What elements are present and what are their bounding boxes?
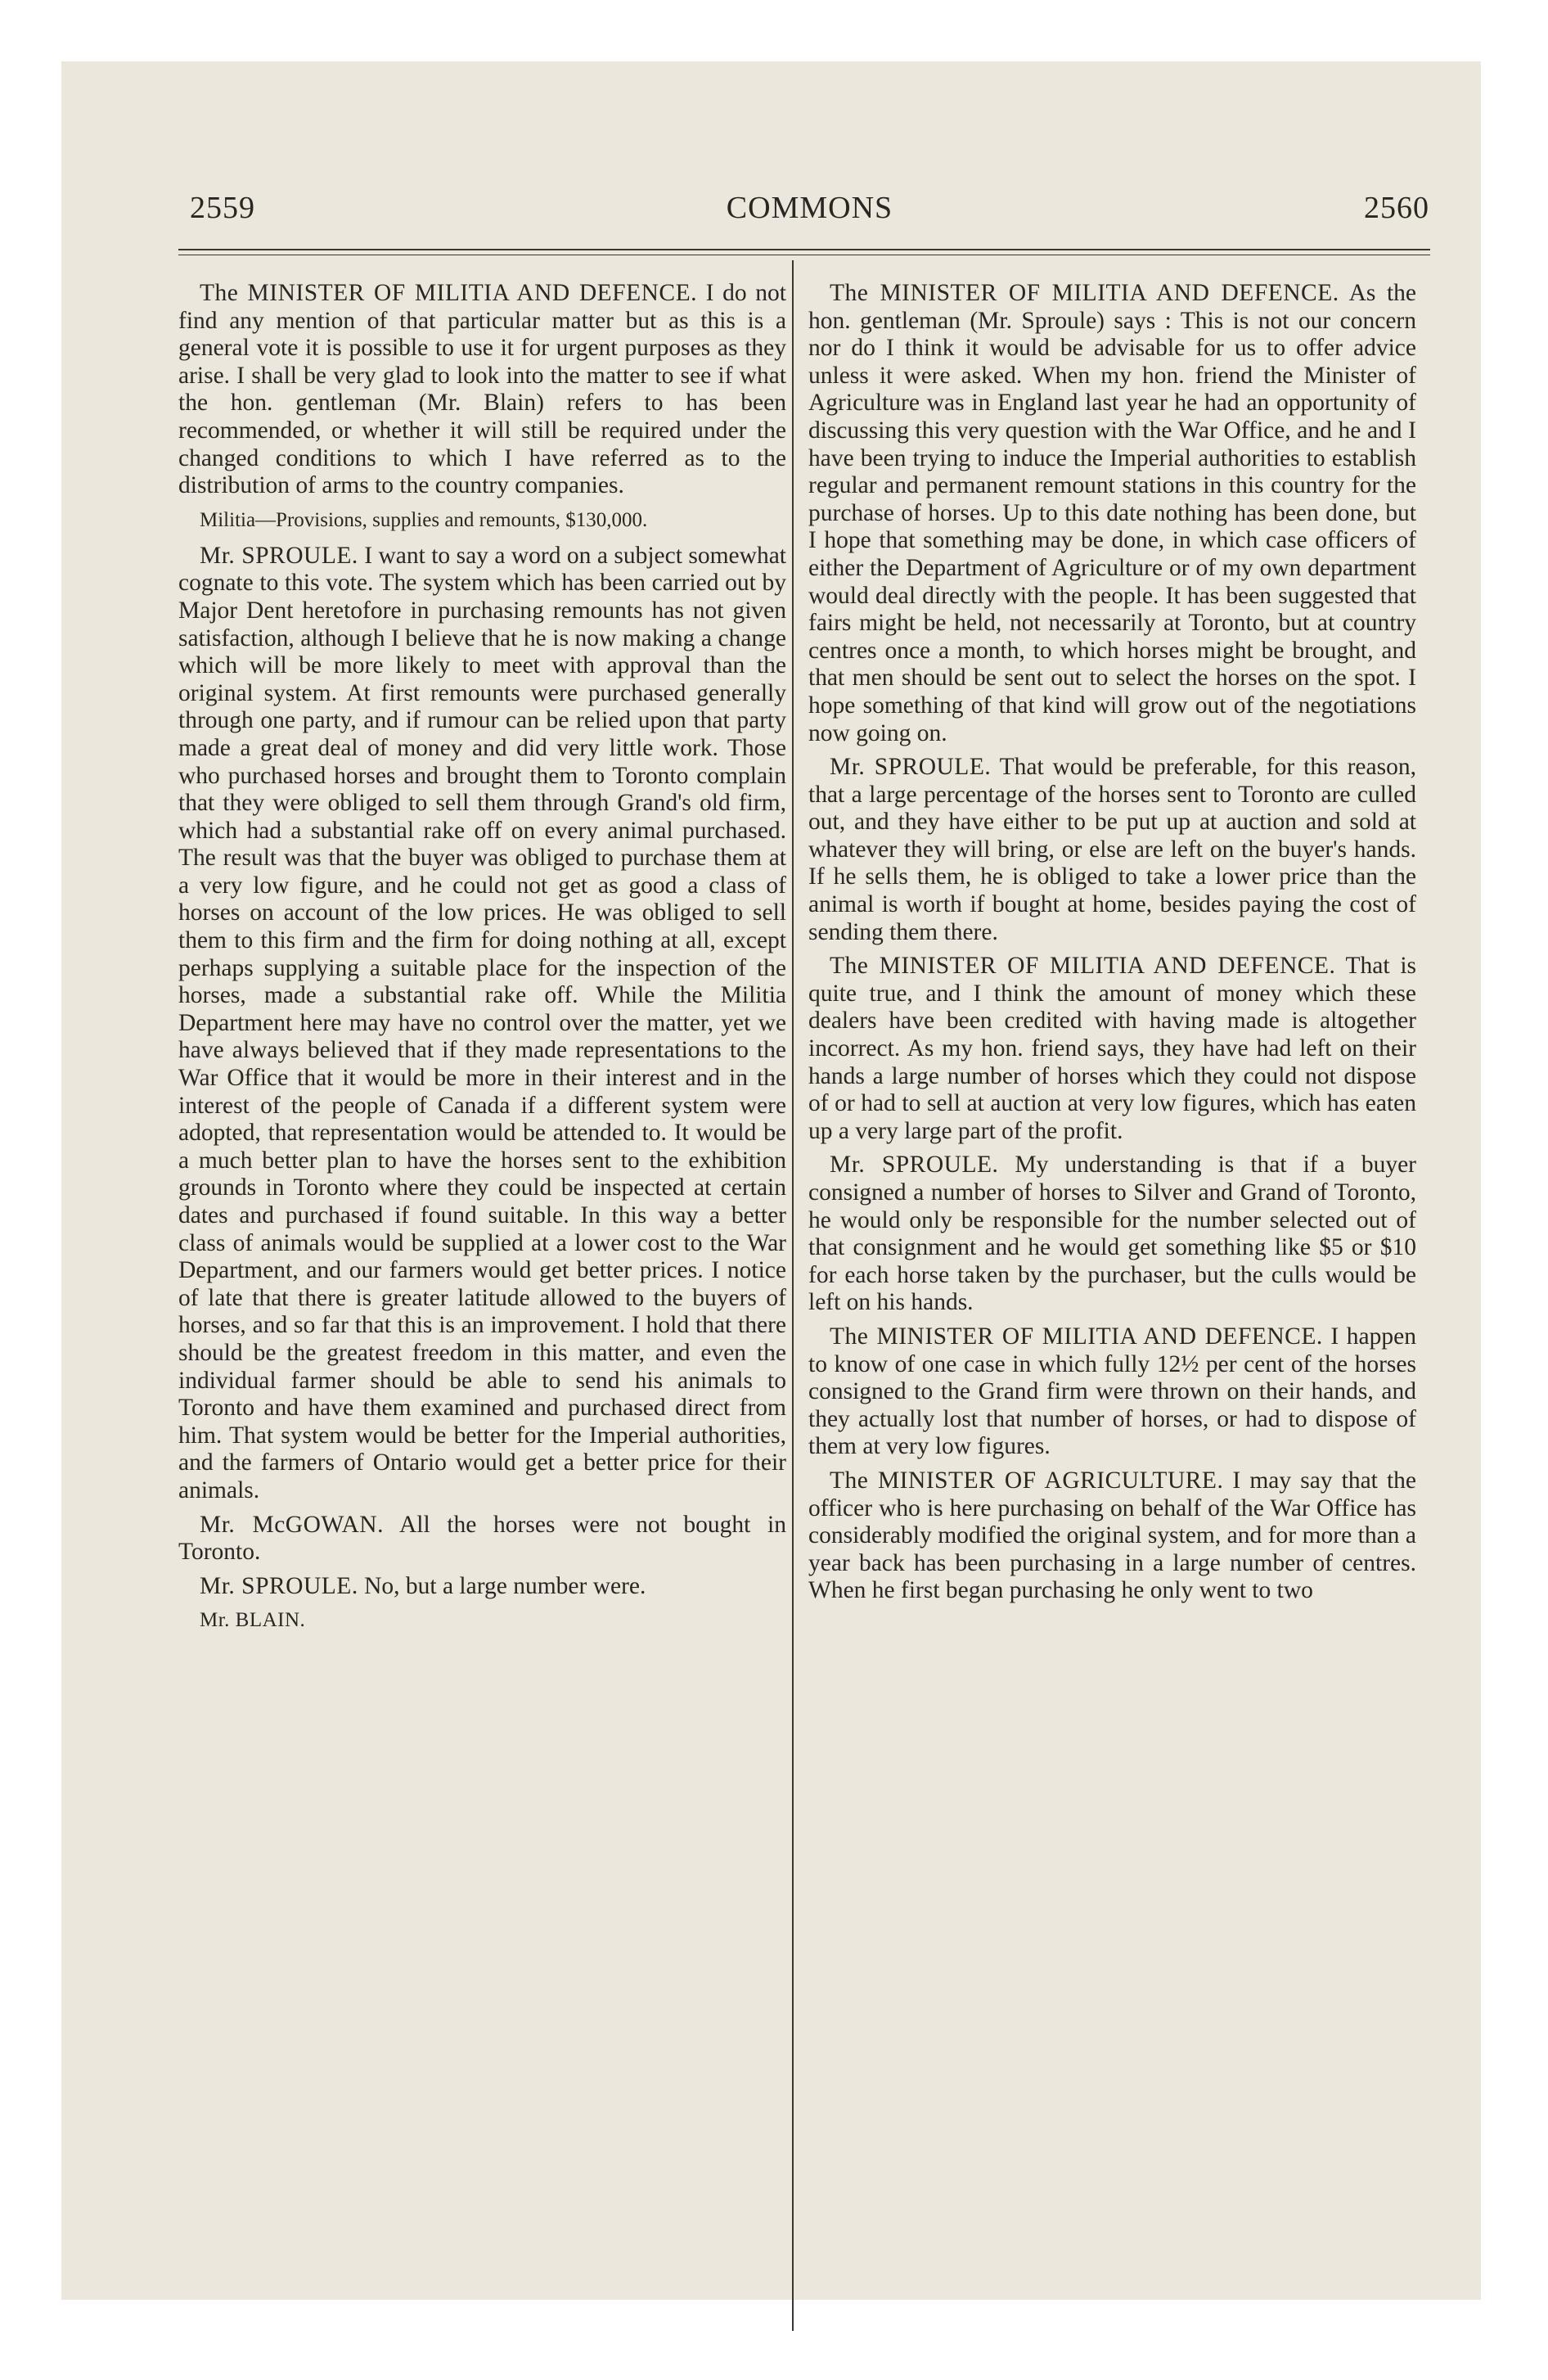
speaker-name: Mr. SPROULE. xyxy=(830,754,992,781)
speech-text: As the hon. gentleman (Mr. Sproule) says : This is not our concern nor do I think it would be advisable for us to offer advice unless it were asked. When my hon. friend the Minister of Agriculture was in England last year he had an opportunity of discussing this very question with the War Office, and he and I have been trying to induce the Imperial authorities to establish regular and permanent remount stations in this country for the purchase of horses. Up to this date nothing has been done, but I hope that something may be done, in which case officers of either the Department of Agriculture or of my own department would deal directly with the people. It has been suggested that fairs might be held, not necessarily at Toronto, but at country centres once a month, to which horses might be brought, and that men should be sent out to select the horses on the spot. I hope something of that kind will grow out of the negotiations now going on. xyxy=(808,280,1417,746)
paragraph xyxy=(808,1467,1416,1605)
speaker-name: The MINISTER OF MILITIA AND DEFENCE. xyxy=(830,1323,1323,1350)
speech-text: I do not find any mention of that particular matter but as this is a general vote it is possible to use it for urgent purposes as they arise. I shall be very glad to look into the matter to see if what the hon. gentleman (Mr. Blain) refers to has been recommended, or whether it will still be required under the changed conditions to which I have referred as to the distribution of arms to the country companies. xyxy=(178,280,786,499)
paragraph xyxy=(808,280,1416,747)
speech-text: All the horses were not bought in Toronto. xyxy=(178,1511,786,1566)
right-page-number: 2560 xyxy=(1364,191,1429,225)
speaker-name: The MINISTER OF AGRICULTURE. xyxy=(830,1467,1224,1494)
paragraph xyxy=(178,1573,786,1601)
left-column xyxy=(178,280,786,1655)
speaker-name: Mr. SPROULE. xyxy=(830,1152,999,1179)
speaker-name: The MINISTER OF MILITIA AND DEFENCE. xyxy=(830,280,1339,306)
paragraph xyxy=(178,280,786,500)
speaker-name: Mr. SPROULE. xyxy=(200,1572,358,1599)
speech-text: I may say that the officer who is here purchasing on behalf of the War Office has considerably modified the original system, and for more than a year back has been purchasing in a large number of centres. When he first began purchasing he only went to two xyxy=(808,1467,1417,1604)
page-header xyxy=(190,190,1429,231)
speaker-name: Mr. SPROULE. xyxy=(200,542,358,569)
left-page-number: 2559 xyxy=(190,191,255,225)
speaker-name: The MINISTER OF MILITIA AND DEFENCE. xyxy=(200,280,697,306)
paragraph xyxy=(178,1512,786,1566)
paragraph xyxy=(178,1607,786,1634)
paragraph xyxy=(178,543,786,1505)
speaker-name: Mr. McGOWAN. xyxy=(200,1511,384,1538)
header-rule xyxy=(178,249,1430,250)
speech-text: That would be preferable, for this reason, that a large percentage of the horses sent to Toronto are culled out, and they have either to be put up at auction and sold at whatever they will bring, or else are left on the buyer's hands. If he sells them, he is obliged to take a lower price than the animal is worth if bought at home, besides paying the cost of sending them there. xyxy=(808,754,1416,945)
vote-item-heading: Militia—Provisions, supplies and remounts, $130,000. xyxy=(200,508,648,531)
speech-text: No, but a large number were. xyxy=(364,1572,646,1599)
speaker-name: The MINISTER OF MILITIA AND DEFENCE. xyxy=(830,953,1336,980)
column-divider xyxy=(792,260,794,2331)
running-title: COMMONS xyxy=(726,191,893,225)
paragraph xyxy=(808,754,1416,946)
speech-text: That is quite true, and I think the amount of money which these dealers have been credited with having made is altogether incorrect. As my hon. friend says, they have had left on their hands a large number of horses which they could not dispose of or had to sell at auction at very low figures, which has eaten up a very large part of the profit. xyxy=(808,953,1416,1144)
speech-text: My understanding is that if a buyer consigned a number of horses to Silver and Grand of Toronto, he would only be responsible for the number selected out of that consignment and he would get something like $5 or $10 for each horse taken by the purchaser, but the culls would be left on his hands. xyxy=(808,1152,1416,1316)
speech-text: I happen to know of one case in which fully 12½ per cent of the horses consigned to the Grand firm were thrown on their hands, and they actually lost that number of horses, or had to dispose of them at very low figures. xyxy=(808,1323,1416,1460)
right-column xyxy=(808,280,1416,1611)
paragraph xyxy=(808,953,1416,1145)
paragraph xyxy=(808,1152,1416,1317)
speaker-name: Mr. BLAIN. xyxy=(200,1609,306,1632)
speech-text: I want to say a word on a subject somewhat cognate to this vote. The system which has been carried out by Major Dent heretofore in purchasing remounts has not given satisfaction, although I believe that he is now making a change which will be more likely to meet with approval than the original system. At first remounts were purchased generally through one party, and if rumour can be relied upon that party made a great deal of money and did very little work. Those who purchased horses and brought them to Toronto complain that they were obliged to sell them through Grand's old firm, which had a substantial rake off on every animal purchased. The result was that the buyer was obliged to purchase them at a very low figure, and he could not get as good a class of horses on account of the low prices. He was obliged to sell them to this firm and the firm for doing nothing at all, except perhaps supplying a suitable place for the inspection of the horses, made a substantial rake off. While the Militia Department here may have no control over the matter, yet we have always believed that if they made representations to the War Office that it would be more in their interest and in the interest of the people of Canada if a different system were adopted, that representation would be attended to. It would be a much better plan to have the horses sent to the exhibition grounds in Toronto where they could be inspected at certain dates and purchased if found suitable. In this way a better class of animals would be supplied at a lower cost to the War Department, and our farmers would get better prices. I notice of late that there is greater latitude allowed to the buyers of horses, and so far that this is an improvement. I hold that there should be the greatest freedom in this matter, and even the individual farmer should be able to send his animals to Toronto and have them examined and purchased direct from him. That system would be better for the Imperial authorities, and the farmers of Ontario would get a better price for their animals. xyxy=(178,542,786,1503)
paragraph xyxy=(808,1323,1416,1461)
